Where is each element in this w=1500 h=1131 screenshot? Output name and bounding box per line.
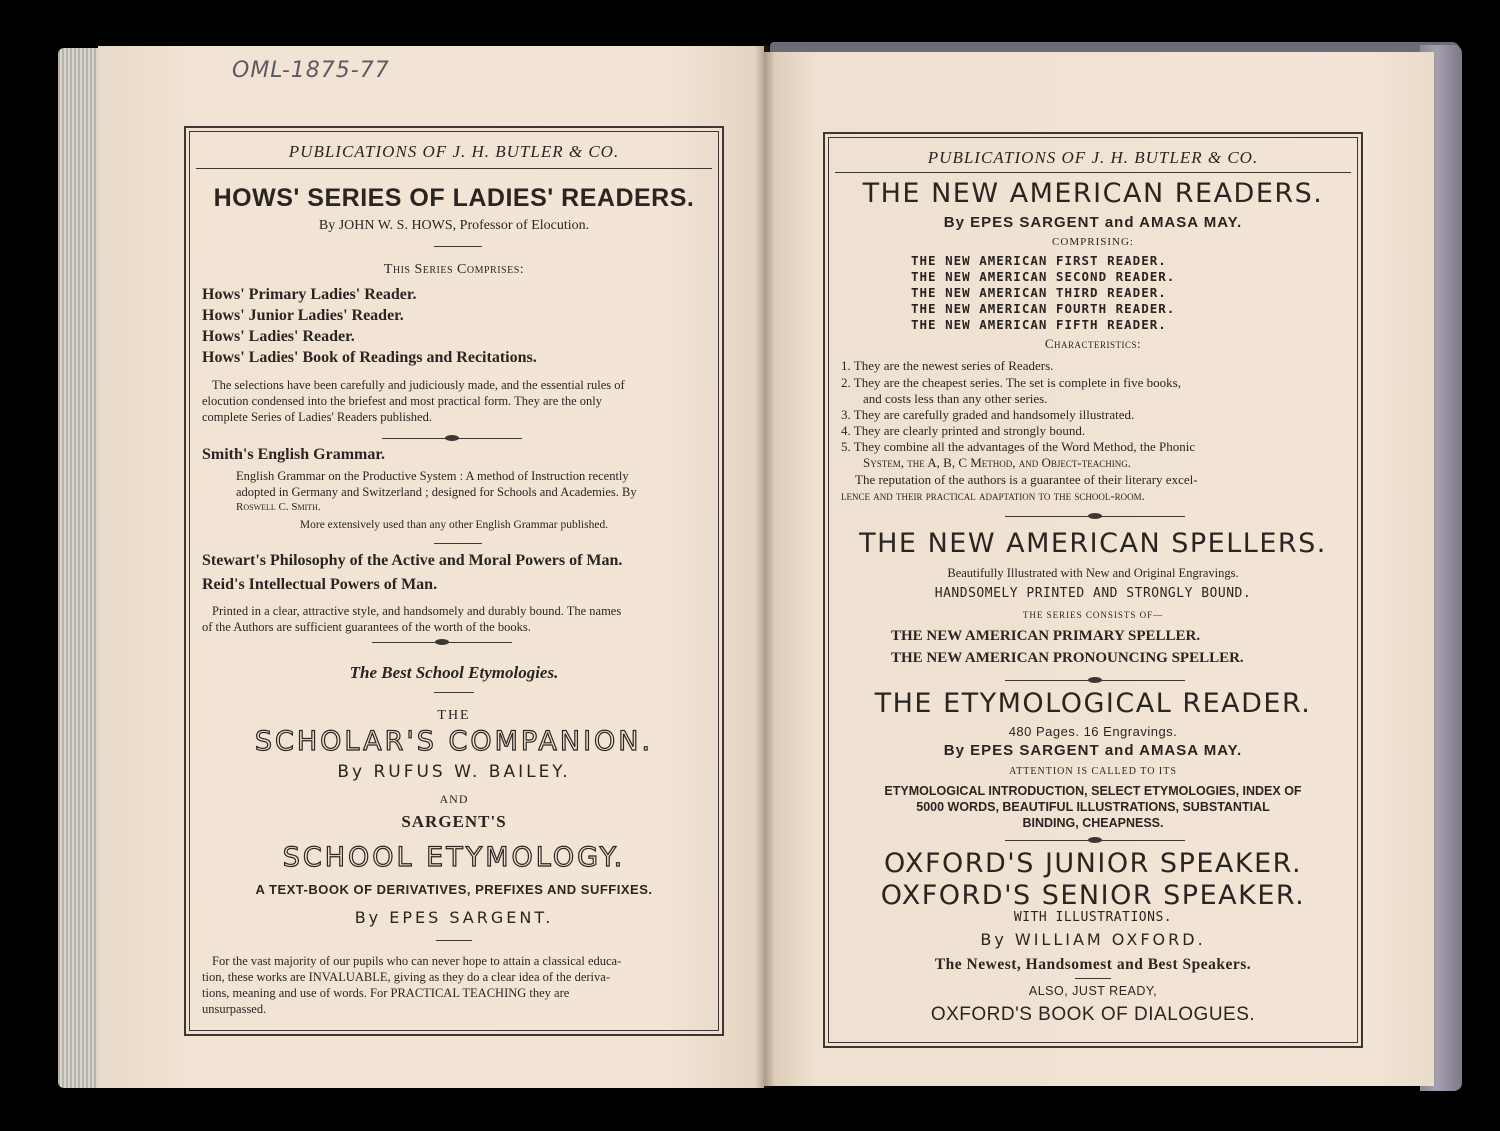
ornament-divider (372, 642, 512, 643)
by-sargent: By EPES SARGENT. (354, 908, 554, 927)
left-advert-frame (184, 126, 724, 1036)
header-rule (196, 168, 712, 169)
printed-line: Printed in a clear, attractive style, and handsomely and durably bound. The names (212, 604, 622, 618)
smith-note: More extensively used than any other English Grammar published. (299, 519, 609, 531)
series-consists: THE SERIES CONSISTS OF— (1022, 610, 1164, 620)
characteristic-line: 3. They are carefully graded and handsomely illustrated. (841, 407, 1135, 422)
attention-label: ATTENTION IS CALLED TO ITS (1009, 766, 1177, 777)
hows-desc-line: The selections have been carefully and judiciously made, and the essential rules of (212, 378, 625, 392)
series-item: Hows' Ladies' Reader. (202, 328, 355, 345)
also-ready: ALSO, JUST READY, (1028, 984, 1158, 998)
characteristic-line: 1. They are the newest series of Readers. (841, 358, 1054, 373)
header-rule (835, 172, 1351, 173)
right-advert-frame (823, 132, 1363, 1048)
newest-speakers: The Newest, Handsomest and Best Speakers. (934, 956, 1252, 973)
smith-title: Smith's English Grammar. (202, 446, 385, 463)
smith-line: Roswell C. Smith. (236, 501, 321, 513)
characteristic-line: System, the A, B, C Method, and Object-teaching. (863, 455, 1132, 470)
book-of-dialogues: OXFORD'S BOOK OF DIALOGUES. (930, 1004, 1256, 1025)
spellers-illustrated: Beautifully Illustrated with New and Original Engravings. (947, 566, 1239, 580)
comprising-label: COMPRISING: (1052, 236, 1134, 248)
hows-title: HOWS' SERIES OF LADIES' READERS. (213, 184, 695, 212)
by-oxford: By WILLIAM OXFORD. (980, 930, 1206, 949)
right-header: PUBLICATIONS OF J. H. BUTLER & CO. (927, 148, 1259, 167)
etym-feature-line: ETYMOLOGICAL INTRODUCTION, SELECT ETYMOLOGIES, INDEX OF (884, 784, 1302, 798)
reader-item: THE NEW AMERICAN SECOND READER. (911, 269, 1176, 284)
hows-desc-line: elocution condensed into the briefest and most practical form. They are the only (202, 394, 602, 408)
speller-item: THE NEW AMERICAN PRONOUNCING SPELLER. (891, 650, 1244, 666)
short-rule (434, 246, 482, 247)
reader-item: THE NEW AMERICAN FOURTH READER. (911, 301, 1176, 316)
school-etymology-title: SCHOOL ETYMOLOGY. (282, 842, 626, 873)
printed-line: of the Authors are sufficient guarantees of the worth of the books. (202, 620, 531, 634)
smith-line: English Grammar on the Productive System : A method of Instruction recently (236, 469, 629, 483)
the-label: THE (437, 708, 471, 723)
etym-feature-line: BINDING, CHEAPNESS. (1022, 816, 1164, 830)
with-illustrations: WITH ILLUSTRATIONS. (1013, 910, 1173, 925)
short-rule (434, 692, 474, 693)
etym-heading: The Best School Etymologies. (349, 663, 559, 682)
ornament-divider (1005, 840, 1185, 841)
short-rule (1075, 978, 1111, 979)
smith-line: adopted in Germany and Switzerland ; designed for Schools and Academies. By (236, 485, 637, 499)
junior-speaker-title: OXFORD'S JUNIOR SPEAKER. (883, 848, 1303, 879)
etym-feature-line: 5000 WORDS, BEAUTIFUL ILLUSTRATIONS, SUBSTANTIAL (916, 800, 1270, 814)
reader-item: THE NEW AMERICAN THIRD READER. (911, 285, 1167, 300)
closing-line: tions, meaning and use of words. For PRACTICAL TEACHING they are (202, 986, 570, 1000)
characteristic-line: 5. They combine all the advantages of the Word Method, the Phonic (841, 439, 1196, 454)
senior-speaker-title: OXFORD'S SENIOR SPEAKER. (880, 880, 1306, 911)
sargents-label: SARGENT'S (401, 812, 507, 831)
series-label: This Series Comprises: (383, 262, 525, 277)
bailey-author: By RUFUS W. BAILEY. (337, 762, 571, 782)
etym-authors: By EPES SARGENT and AMASA MAY. (943, 742, 1243, 759)
characteristic-line: 4. They are clearly printed and strongly bound. (841, 423, 1086, 438)
ornament-divider (1005, 516, 1185, 517)
characteristics-label: Characteristics: (1044, 336, 1142, 351)
series-item: Hows' Primary Ladies' Reader. (202, 286, 417, 303)
stewart-title: Stewart's Philosophy of the Active and Moral Powers of Man. (202, 552, 623, 569)
series-item: Hows' Junior Ladies' Reader. (202, 307, 404, 324)
closing-line: unsurpassed. (202, 1002, 267, 1016)
reader-item: THE NEW AMERICAN FIFTH READER. (911, 317, 1167, 332)
series-item: Hows' Ladies' Book of Readings and Recitations. (202, 349, 537, 366)
hows-author: By JOHN W. S. HOWS, Professor of Elocution. (318, 218, 590, 233)
readers-title: THE NEW AMERICAN READERS. (862, 178, 1324, 209)
ornament-divider (1005, 680, 1185, 681)
reid-title: Reid's Intellectual Powers of Man. (202, 576, 438, 593)
etymological-reader-title: THE ETYMOLOGICAL READER. (874, 688, 1312, 719)
short-rule (434, 543, 482, 544)
and-label: AND (439, 792, 469, 806)
characteristic-line: 2. They are the cheapest series. The set is complete in five books, (841, 375, 1181, 390)
characteristic-line: The reputation of the authors is a guarantee of their literary excel- (855, 472, 1198, 487)
characteristic-line: and costs less than any other series. (863, 391, 1048, 406)
closing-line: For the vast majority of our pupils who can never hope to attain a classical educa- (212, 954, 622, 968)
characteristic-line: lence and their practical adaptation to the school-room. (841, 488, 1145, 503)
handwritten-catalog-number: OML-1875-77 (232, 58, 390, 83)
spellers-bound: HANDSOMELY PRINTED AND STRONGLY BOUND. (934, 586, 1252, 601)
textbook-label: A TEXT-BOOK OF DERIVATIVES, PREFIXES AND SUFFIXES. (255, 882, 653, 897)
closing-line: tion, these works are INVALUABLE, giving as they do a clear idea of the deriva- (202, 970, 610, 984)
book-gutter (755, 46, 775, 1088)
readers-authors: By EPES SARGENT and AMASA MAY. (943, 214, 1243, 231)
ornament-divider (382, 438, 522, 439)
speller-item: THE NEW AMERICAN PRIMARY SPELLER. (891, 628, 1201, 644)
spellers-title: THE NEW AMERICAN SPELLERS. (859, 528, 1327, 559)
short-rule (436, 940, 472, 941)
scholars-companion-title: SCHOLAR'S COMPANION. (254, 726, 654, 757)
reader-item: THE NEW AMERICAN FIRST READER. (911, 253, 1167, 268)
left-header: PUBLICATIONS OF J. H. BUTLER & CO. (288, 142, 620, 161)
pages-engravings: 480 Pages. 16 Engravings. (1008, 724, 1178, 739)
hows-desc-line: complete Series of Ladies' Readers published. (202, 410, 432, 424)
